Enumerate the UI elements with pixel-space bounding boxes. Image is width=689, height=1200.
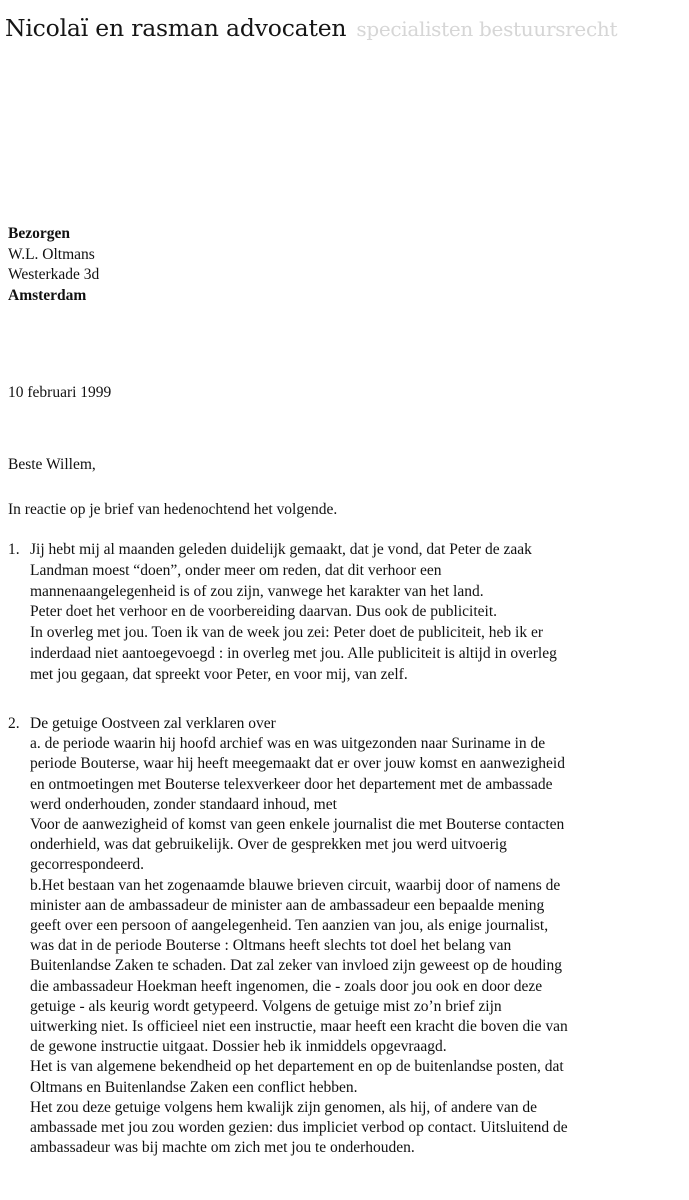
item-line: mannenaangelegenheid is of zou zijn, vanwege het karakter van het land. [30,582,484,600]
item-line: De getuige Oostveen zal verklaren over [30,715,276,732]
item-line: Landman moest “doen”, onder meer om reden, dat dit verhoor een [30,561,442,579]
item-line: en ontmoetingen met Bouterse telexverkeer door het departement met de ambassade [30,775,553,793]
item-line: inderdaad niet aantoegevoegd : in overleg met jou. Alle publiciteit is altijd in overleg [30,644,557,662]
item-line: b.Het bestaan van het zogenaamde blauwe brieven circuit, waarbij door of namens de [30,876,561,894]
salutation: Beste Willem, [8,456,96,473]
item-line: In overleg met jou. Toen ik van de week jou zei: Peter doet de publiciteit, heb ik er [30,624,543,642]
item-body [30,540,684,686]
item-number: 2. [8,715,20,732]
item-line: Buitenlandse Zaken te schaden. Dat zal zeker van invloed zijn geweest op de houding [30,957,562,975]
item-body [30,714,684,1158]
item-line: onderhield, was dat gebruikelijk. Over de gesprekken met jou werd uitvoerig [30,836,507,854]
item-line: periode Bouterse, waar hij heeft meegemaakt dat er over jouw komst en aanwezigheid [30,755,565,773]
intro-sentence: In reactie op je brief van hedenochtend het volgende. [8,501,338,518]
item-line: Het zou deze getuige volgens hem kwalijk zijn genomen, als hij, of andere van de [30,1098,538,1116]
item-line: Oltmans en Buitenlandse Zaken een conflict hebben. [30,1078,358,1096]
item-line: de gewone instructie uitgaat. Dossier heb ik inmiddels opgevraagd. [30,1038,447,1056]
item-line: Jij hebt mij al maanden geleden duidelijk gemaakt, dat je vond, dat Peter de zaak [30,541,532,558]
item-line: a. de periode waarin hij hoofd archief was en was uitgezonden naar Suriname in de [30,735,546,753]
item-line: getuige - als keurig wordt getypeerd. Volgens de getuige mist zo’n brief zijn [30,997,502,1015]
item-line: uitwerking niet. Is officieel niet een instructie, maar heeft een kracht die boven die van [30,1018,568,1036]
address-block [8,224,684,306]
item-line: Het is van algemene bekendheid op het departement en op de buitenlandse posten, dat [30,1058,564,1076]
item-line: die ambassadeur Hoekman heeft ingenomen, die - zoals door jou ook en door deze [30,977,543,995]
item-line: minister aan de ambassadeur de minister aan de ambassadeur een bepaalde mening [30,896,545,914]
address-line-city: Amsterdam [8,286,87,304]
item-line: gecorrespondeerd. [30,856,145,874]
item-line: Peter doet het verhoor en de voorbereiding daarvan. Dus ook de publiciteit. [30,603,498,621]
item-line: was dat in de periode Bouterse : Oltmans heeft slechts tot doel het belang van [30,937,512,955]
numbered-item [8,714,684,1158]
letter-date: 10 februari 1999 [8,384,112,401]
firm-tagline: specialisten bestuursrecht [356,17,618,41]
firm-name: Nicolaï en rasman advocaten [5,14,347,42]
letterhead [5,14,689,42]
item-line: geeft over een persoon of aangelegenheid. Ten aanzien van jou, als enige journalist, [30,917,549,935]
item-line: ambassade met jou zou worden gezien: dus impliciet verbod op contact. Uitsluitend de [30,1119,568,1137]
item-line: ambassadeur was bij machte om zich met jou te onderhouden. [30,1139,415,1157]
address-line-street: Westerkade 3d [8,266,100,284]
item-line: werd onderhouden, zonder standaard inhoud, met [30,795,337,813]
address-line-name: W.L. Oltmans [8,245,95,263]
item-number: 1. [8,541,20,558]
item-line: met jou gegaan, dat spreekt voor Peter, en voor mij, van zelf. [30,665,408,683]
address-line-delivery: Bezorgen [8,225,70,242]
numbered-item [8,540,684,686]
item-line: Voor de aanwezigheid of komst van geen enkele journalist die met Bouterse contacten [30,816,565,834]
